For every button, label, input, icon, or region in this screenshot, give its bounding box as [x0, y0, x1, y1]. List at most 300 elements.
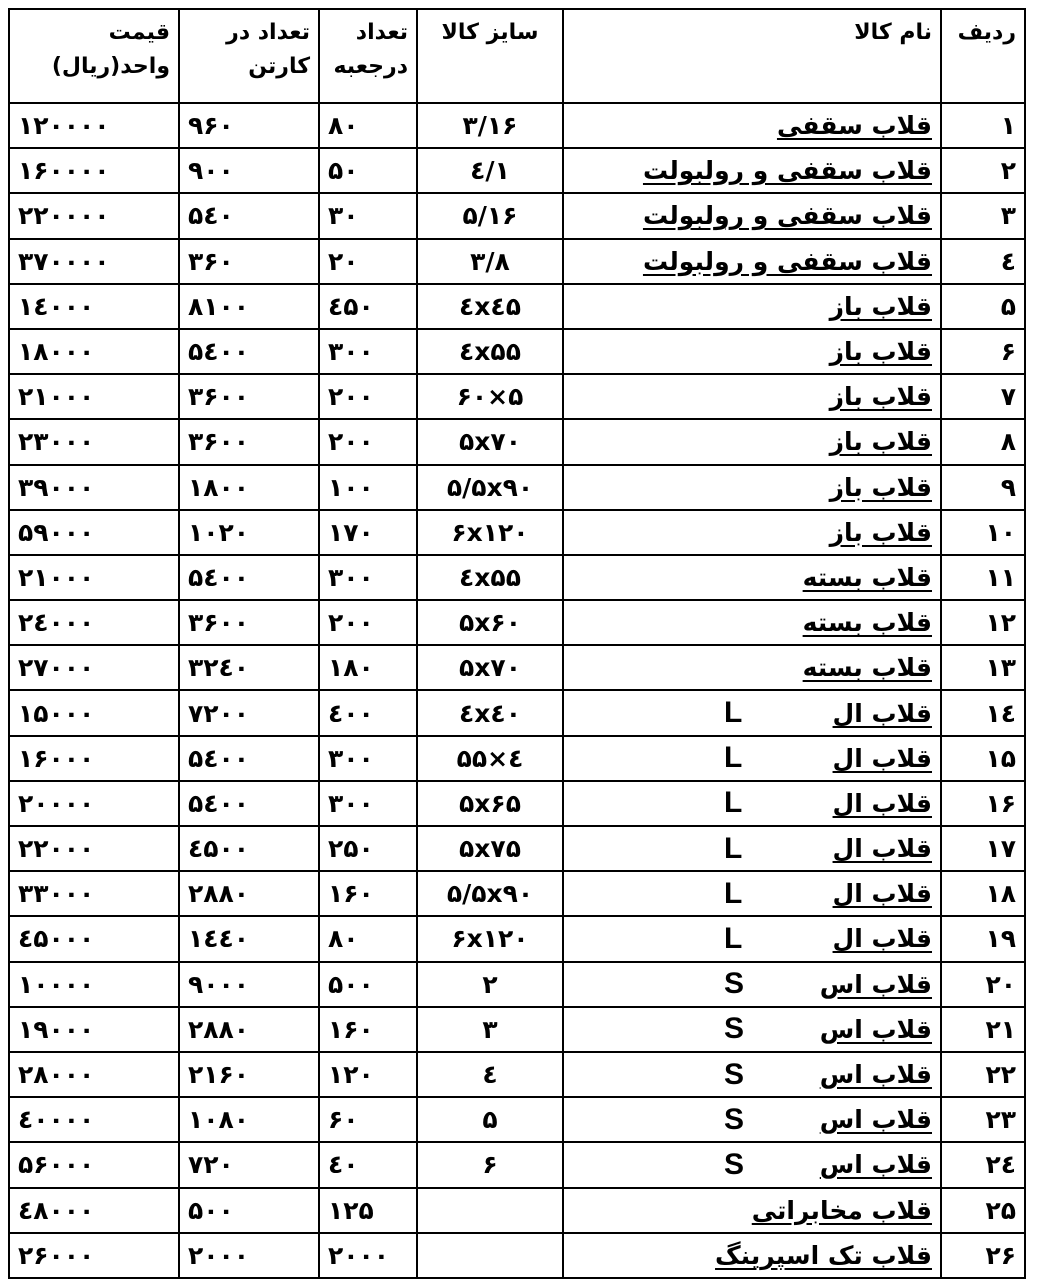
per-carton-text: ۲۰۰۰ — [188, 1240, 250, 1270]
per-carton-text: ۹۰۰۰ — [188, 969, 250, 999]
unit-price-text: ۱۸۰۰۰ — [18, 337, 95, 367]
item-size-cell — [417, 419, 563, 464]
per-carton-text: ۱۰۲۰ — [188, 517, 250, 547]
item-name-text: قلاب باز — [829, 291, 932, 321]
table-row — [9, 465, 1025, 510]
row-number-text: ۷ — [1000, 382, 1016, 412]
item-name-text: قلاب ال — [832, 879, 932, 909]
row-number-text: ۲۳ — [985, 1105, 1016, 1135]
item-size-text: ۵×۶۰ — [456, 382, 524, 412]
row-number-cell — [941, 1142, 1025, 1187]
row-number-text: ۵ — [1000, 291, 1016, 321]
header-unit-price-line1: قیمت — [108, 20, 170, 45]
per-carton-text: ۹۰۰ — [188, 156, 234, 186]
row-number-text: ۱۸ — [985, 879, 1016, 909]
per-box-cell — [319, 916, 417, 961]
unit-price-cell — [9, 284, 179, 329]
per-carton-cell — [179, 736, 319, 781]
per-box-cell — [319, 1188, 417, 1233]
per-box-cell — [319, 1142, 417, 1187]
per-box-cell — [319, 962, 417, 1007]
per-box-cell — [319, 374, 417, 419]
table-row — [9, 555, 1025, 600]
per-box-cell — [319, 1052, 417, 1097]
per-carton-text: ۵٤۰۰ — [188, 337, 250, 367]
per-box-text: ۲۵۰ — [328, 834, 374, 864]
unit-price-cell — [9, 555, 179, 600]
row-number-cell — [941, 781, 1025, 826]
row-number-cell — [941, 645, 1025, 690]
unit-price-cell — [9, 419, 179, 464]
per-carton-text: ۳۶۰۰ — [188, 382, 250, 412]
row-number-text: ۲۲ — [985, 1060, 1016, 1090]
per-carton-cell — [179, 645, 319, 690]
per-box-cell — [319, 103, 417, 148]
item-name-text: قلاب باز — [829, 472, 932, 502]
hook-type-letter: S — [724, 967, 745, 1001]
unit-price-cell — [9, 1052, 179, 1097]
per-box-cell — [319, 284, 417, 329]
per-carton-text: ۵٤۰ — [188, 201, 234, 231]
item-name-text: قلاب باز — [829, 517, 932, 547]
per-box-cell — [319, 465, 417, 510]
unit-price-text: ۲٤۰۰۰ — [18, 608, 95, 638]
item-size-text: ۳/۸ — [470, 246, 510, 276]
per-box-cell — [319, 781, 417, 826]
item-name-text: قلاب باز — [829, 337, 932, 367]
table-row — [9, 962, 1025, 1007]
table-row — [9, 1097, 1025, 1142]
row-number-cell — [941, 1052, 1025, 1097]
unit-price-text: ۲۸۰۰۰ — [18, 1060, 95, 1090]
per-box-cell — [319, 600, 417, 645]
item-size-cell — [417, 645, 563, 690]
per-carton-cell — [179, 419, 319, 464]
hook-type-letter: S — [724, 1057, 745, 1091]
item-name-text: قلاب ال — [832, 788, 932, 818]
per-carton-cell — [179, 148, 319, 193]
unit-price-cell — [9, 465, 179, 510]
table-row — [9, 1007, 1025, 1052]
table-row — [9, 1233, 1025, 1278]
table-row — [9, 1142, 1025, 1187]
unit-price-cell — [9, 736, 179, 781]
item-name-text: قلاب اس — [819, 1150, 932, 1180]
row-number-text: ۱۶ — [985, 788, 1016, 818]
per-box-text: ۲۰۰۰ — [328, 1240, 390, 1270]
item-name-text: قلاب ال — [832, 834, 932, 864]
hook-type-letter: L — [724, 696, 743, 730]
row-number-text: ۲۶ — [985, 1240, 1016, 1270]
per-carton-text: ۱۸۰۰ — [188, 472, 250, 502]
item-name-cell — [563, 555, 941, 600]
unit-price-text: ۲۲۰۰۰۰ — [18, 201, 110, 231]
row-number-cell — [941, 826, 1025, 871]
unit-price-cell — [9, 1188, 179, 1233]
item-name-cell — [563, 1052, 941, 1097]
row-number-cell — [941, 962, 1025, 1007]
per-carton-cell — [179, 600, 319, 645]
per-box-text: ۲۰۰ — [328, 382, 374, 412]
table-row — [9, 871, 1025, 916]
item-size-text: ۵x۶۰ — [459, 608, 521, 638]
table-row — [9, 1188, 1025, 1233]
row-number-cell — [941, 374, 1025, 419]
item-name-cell — [563, 510, 941, 555]
item-name-text: قلاب سقفی و رولبولت — [642, 246, 932, 276]
per-box-cell — [319, 1233, 417, 1278]
item-size-text: ۳ — [482, 1014, 498, 1044]
hook-type-letter: L — [724, 876, 743, 910]
hook-type-letter: L — [724, 786, 743, 820]
header-row-number-label: ردیف — [957, 20, 1016, 45]
item-name-cell — [563, 465, 941, 510]
per-carton-cell — [179, 1097, 319, 1142]
per-carton-cell — [179, 871, 319, 916]
per-box-text: ۳۰۰ — [328, 562, 374, 592]
per-carton-cell — [179, 826, 319, 871]
table-row — [9, 600, 1025, 645]
item-size-cell — [417, 555, 563, 600]
per-box-cell — [319, 1007, 417, 1052]
header-item-size-label: سایز کالا — [441, 20, 539, 45]
per-carton-text: ۵٤۰۰ — [188, 788, 250, 818]
row-number-text: ۹ — [1000, 472, 1016, 502]
row-number-text: ۱۵ — [985, 743, 1016, 773]
row-number-text: ٤ — [1000, 246, 1016, 276]
item-size-text: ۵ — [482, 1105, 498, 1135]
header-item-size — [417, 9, 563, 103]
price-table — [8, 8, 1026, 1279]
unit-price-text: ٤۰۰۰۰ — [18, 1105, 95, 1135]
unit-price-cell — [9, 329, 179, 374]
table-row — [9, 690, 1025, 735]
item-size-cell — [417, 1097, 563, 1142]
item-size-cell — [417, 239, 563, 284]
unit-price-text: ۳۳۰۰۰ — [18, 879, 95, 909]
item-name-cell — [563, 871, 941, 916]
per-box-text: ۵۰ — [328, 156, 359, 186]
item-name-cell — [563, 239, 941, 284]
item-name-cell — [563, 736, 941, 781]
item-size-cell — [417, 374, 563, 419]
item-name-cell — [563, 826, 941, 871]
per-carton-cell — [179, 239, 319, 284]
table-row — [9, 329, 1025, 374]
per-carton-text: ۳۶۰۰ — [188, 608, 250, 638]
row-number-cell — [941, 193, 1025, 238]
item-name-text: قلاب اس — [819, 1105, 932, 1135]
unit-price-text: ۲۳۰۰۰ — [18, 427, 95, 457]
per-carton-text: ۳۶۰۰ — [188, 427, 250, 457]
per-box-text: ۳۰۰ — [328, 788, 374, 818]
row-number-text: ۲٤ — [985, 1150, 1016, 1180]
header-per-box-line1: تعداد — [355, 20, 408, 45]
per-carton-cell — [179, 1007, 319, 1052]
unit-price-text: ۲۰۰۰۰ — [18, 788, 95, 818]
item-size-text: ۵/۵x۹۰ — [446, 879, 534, 909]
row-number-text: ۱۳ — [985, 653, 1016, 683]
per-box-cell — [319, 193, 417, 238]
item-size-text: ۶x۱۲۰ — [451, 924, 529, 954]
unit-price-text: ۳۹۰۰۰ — [18, 472, 95, 502]
unit-price-cell — [9, 826, 179, 871]
item-name-text: قلاب اس — [819, 1014, 932, 1044]
row-number-text: ۱۰ — [985, 517, 1016, 547]
unit-price-text: ۲۲۰۰۰ — [18, 834, 95, 864]
unit-price-text: ۲۱۰۰۰ — [18, 562, 95, 592]
row-number-cell — [941, 284, 1025, 329]
table-body — [9, 103, 1025, 1278]
header-row — [9, 9, 1025, 103]
row-number-cell — [941, 329, 1025, 374]
table-row — [9, 419, 1025, 464]
row-number-text: ۲۱ — [985, 1014, 1016, 1044]
unit-price-cell — [9, 916, 179, 961]
item-name-text: قلاب ال — [832, 743, 932, 773]
per-box-cell — [319, 690, 417, 735]
per-box-text: ۳۰۰ — [328, 743, 374, 773]
per-box-text: ۱۰۰ — [328, 472, 374, 502]
per-carton-cell — [179, 781, 319, 826]
item-size-text: ٤x٤۵ — [459, 291, 521, 321]
item-name-cell — [563, 1097, 941, 1142]
item-size-cell — [417, 600, 563, 645]
item-size-cell — [417, 826, 563, 871]
header-row-number — [941, 9, 1025, 103]
hook-type-letter: S — [724, 1102, 745, 1136]
hook-type-letter: S — [724, 1147, 745, 1181]
unit-price-text: ۳۷۰۰۰۰ — [18, 246, 110, 276]
header-unit-price-line2: واحد(ریال) — [51, 54, 170, 79]
table-row — [9, 826, 1025, 871]
row-number-cell — [941, 1233, 1025, 1278]
table-row — [9, 645, 1025, 690]
unit-price-text: ۱۰۰۰۰ — [18, 969, 95, 999]
per-carton-cell — [179, 555, 319, 600]
item-name-cell — [563, 690, 941, 735]
per-box-cell — [319, 826, 417, 871]
per-carton-text: ۳۲٤۰ — [188, 653, 250, 683]
unit-price-cell — [9, 510, 179, 555]
item-name-text: قلاب سقفی — [776, 111, 932, 141]
row-number-text: ۲۰ — [985, 969, 1016, 999]
unit-price-cell — [9, 690, 179, 735]
unit-price-cell — [9, 645, 179, 690]
unit-price-cell — [9, 148, 179, 193]
per-box-text: ۲۰۰ — [328, 608, 374, 638]
item-name-cell — [563, 103, 941, 148]
per-box-cell — [319, 736, 417, 781]
item-name-cell — [563, 1007, 941, 1052]
per-carton-text: ۱۰۸۰ — [188, 1105, 250, 1135]
per-carton-text: ۲۸۸۰ — [188, 879, 250, 909]
row-number-text: ۱۷ — [985, 834, 1016, 864]
per-carton-cell — [179, 1052, 319, 1097]
per-box-text: ۲۰ — [328, 246, 359, 276]
item-size-cell — [417, 1233, 563, 1278]
item-size-cell — [417, 1142, 563, 1187]
unit-price-cell — [9, 871, 179, 916]
item-name-cell — [563, 374, 941, 419]
unit-price-cell — [9, 1142, 179, 1187]
per-box-text: ۲۰۰ — [328, 427, 374, 457]
table-row — [9, 781, 1025, 826]
unit-price-text: ۵۹۰۰۰ — [18, 517, 95, 547]
item-size-text: ۵x۷۰ — [459, 427, 521, 457]
row-number-text: ۱۹ — [985, 924, 1016, 954]
row-number-cell — [941, 871, 1025, 916]
item-size-cell — [417, 465, 563, 510]
item-name-cell — [563, 148, 941, 193]
per-carton-text: ۲۱۶۰ — [188, 1060, 250, 1090]
item-name-cell — [563, 962, 941, 1007]
row-number-text: ۸ — [1000, 427, 1016, 457]
per-box-text: ۱۷۰ — [328, 517, 374, 547]
header-unit-price — [9, 9, 179, 103]
per-box-text: ۱۶۰ — [328, 879, 374, 909]
per-box-cell — [319, 329, 417, 374]
per-carton-text: ۹۶۰ — [188, 111, 234, 141]
item-name-text: قلاب بسته — [802, 562, 932, 592]
item-size-text: ۳/۱۶ — [462, 111, 518, 141]
per-box-text: ۸۰ — [328, 924, 359, 954]
item-size-text: ۶ — [482, 1150, 498, 1180]
per-carton-cell — [179, 510, 319, 555]
per-carton-cell — [179, 1188, 319, 1233]
per-carton-cell — [179, 103, 319, 148]
unit-price-text: ۱۶۰۰۰ — [18, 743, 95, 773]
per-carton-cell — [179, 962, 319, 1007]
item-size-cell — [417, 193, 563, 238]
price-list-sheet — [8, 8, 1030, 1270]
item-name-cell — [563, 1188, 941, 1233]
unit-price-text: ٤۵۰۰۰ — [18, 924, 95, 954]
table-row — [9, 916, 1025, 961]
item-name-text: قلاب اس — [819, 1060, 932, 1090]
unit-price-text: ۲۶۰۰۰ — [18, 1240, 95, 1270]
per-box-cell — [319, 645, 417, 690]
row-number-cell — [941, 690, 1025, 735]
row-number-cell — [941, 1097, 1025, 1142]
per-carton-cell — [179, 916, 319, 961]
header-item-name — [563, 9, 941, 103]
per-box-text: ۱۲۵ — [328, 1195, 374, 1225]
per-carton-text: ۳۶۰ — [188, 246, 234, 276]
per-box-text: ۳۰۰ — [328, 337, 374, 367]
per-carton-text: ۷۲۰۰ — [188, 698, 250, 728]
item-name-text: قلاب بسته — [802, 653, 932, 683]
row-number-cell — [941, 916, 1025, 961]
item-size-text: ۵/۵x۹۰ — [446, 472, 534, 502]
unit-price-text: ٤۸۰۰۰ — [18, 1195, 95, 1225]
per-box-cell — [319, 419, 417, 464]
hook-type-letter: L — [724, 741, 743, 775]
table-row — [9, 374, 1025, 419]
item-size-cell — [417, 510, 563, 555]
header-per-carton — [179, 9, 319, 103]
header-per-carton-line1: تعداد در — [226, 20, 310, 45]
row-number-cell — [941, 1007, 1025, 1052]
per-carton-cell — [179, 1142, 319, 1187]
unit-price-cell — [9, 239, 179, 284]
item-name-text: قلاب ال — [832, 924, 932, 954]
table-row — [9, 193, 1025, 238]
unit-price-text: ۵۶۰۰۰ — [18, 1150, 95, 1180]
unit-price-cell — [9, 193, 179, 238]
row-number-cell — [941, 419, 1025, 464]
row-number-cell — [941, 736, 1025, 781]
item-name-text: قلاب مخابراتی — [751, 1195, 932, 1225]
hook-type-letter: L — [724, 831, 743, 865]
item-size-text: ٤ — [482, 1060, 498, 1090]
per-carton-cell — [179, 329, 319, 374]
unit-price-text: ۱۵۰۰۰ — [18, 698, 95, 728]
header-per-box — [319, 9, 417, 103]
item-name-text: قلاب سقفی و رولبولت — [642, 201, 932, 231]
item-name-cell — [563, 1142, 941, 1187]
header-item-name-label: نام کالا — [854, 20, 932, 45]
header-per-carton-line2: کارتن — [248, 54, 310, 79]
per-carton-text: ٤۵۰۰ — [188, 834, 250, 864]
per-carton-cell — [179, 690, 319, 735]
unit-price-text: ۱۶۰۰۰۰ — [18, 156, 110, 186]
unit-price-text: ۲۷۰۰۰ — [18, 653, 95, 683]
per-box-cell — [319, 148, 417, 193]
per-box-text: ۵۰۰ — [328, 969, 374, 999]
item-name-text: قلاب باز — [829, 427, 932, 457]
per-carton-text: ۸۱۰۰ — [188, 291, 250, 321]
item-size-text: ۱/٤ — [470, 156, 510, 186]
item-name-text: قلاب سقفی و رولبولت — [642, 156, 932, 186]
hook-type-letter: L — [724, 921, 743, 955]
item-size-cell — [417, 284, 563, 329]
item-name-cell — [563, 916, 941, 961]
item-size-text: ۶x۱۲۰ — [451, 517, 529, 547]
table-row — [9, 736, 1025, 781]
table-row — [9, 239, 1025, 284]
row-number-text: ۶ — [1000, 337, 1016, 367]
per-box-cell — [319, 1097, 417, 1142]
row-number-cell — [941, 239, 1025, 284]
unit-price-text: ۱٤۰۰۰ — [18, 291, 95, 321]
per-box-cell — [319, 555, 417, 600]
unit-price-text: ۱۲۰۰۰۰ — [18, 111, 110, 141]
per-box-text: ٤۰۰ — [328, 698, 374, 728]
unit-price-cell — [9, 1233, 179, 1278]
row-number-text: ۲۵ — [985, 1195, 1016, 1225]
table-row — [9, 1052, 1025, 1097]
per-box-cell — [319, 510, 417, 555]
hook-type-letter: S — [724, 1012, 745, 1046]
unit-price-cell — [9, 374, 179, 419]
per-carton-cell — [179, 465, 319, 510]
table-row — [9, 284, 1025, 329]
row-number-cell — [941, 103, 1025, 148]
item-name-cell — [563, 1233, 941, 1278]
item-size-text: ۵x۷۰ — [459, 653, 521, 683]
item-size-cell — [417, 962, 563, 1007]
row-number-cell — [941, 600, 1025, 645]
per-box-text: ۱۲۰ — [328, 1060, 374, 1090]
per-carton-text: ۱٤٤۰ — [188, 924, 250, 954]
item-name-cell — [563, 329, 941, 374]
row-number-cell — [941, 465, 1025, 510]
row-number-cell — [941, 510, 1025, 555]
item-size-cell — [417, 690, 563, 735]
row-number-text: ۱ — [1000, 111, 1016, 141]
per-box-cell — [319, 239, 417, 284]
